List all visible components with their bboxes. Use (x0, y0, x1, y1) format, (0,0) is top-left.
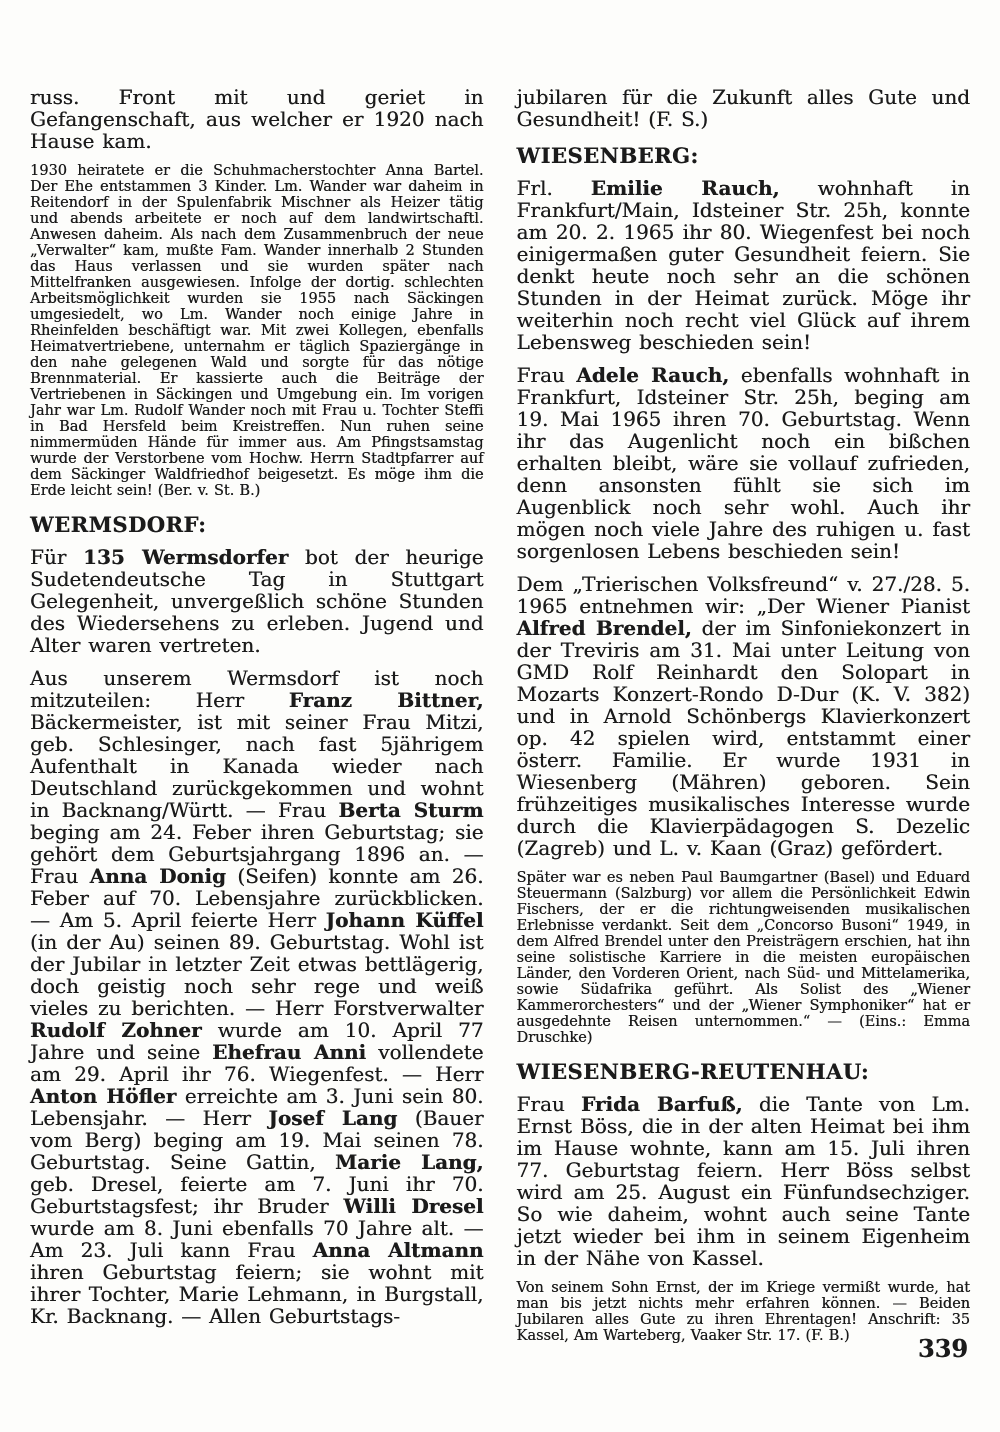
paragraph: Für 135 Wermsdorfer bot der heurige Sudetendeutsche Tag in Stuttgart Gelegenheit, unvergeßlich schöne Stunden des Wiedersehens zu erleben. Jugend und Alter waren vertreten. (30, 545, 484, 657)
section-heading: WIESENBERG: (516, 143, 699, 168)
paragraph: Frau Adele Rauch, ebenfalls wohnhaft in Frankfurt, Idsteiner Str. 25h, beging am 19. Mai 1965 ihren 70. Geburtstag. Wenn ihr das Augenlicht noch ein bißchen erhalten bleibt, wäre sie vollauf zufrieden, denn ansonsten fühlt sie sich im Augenblick noch sehr wohl. Auch ihr mögen noch viele Jahre des ruhigen u. fast sorgenlosen Lebens beschieden sein! (516, 363, 970, 563)
paragraph: russ. Front mit und geriet in Gefangenschaft, aus welcher er 1920 nach Hause kam. (30, 85, 484, 153)
paragraph: jubilaren für die Zukunft alles Gute und Gesundheit! (F. S.) (516, 85, 970, 131)
paragraph: Später war es neben Paul Baumgartner (Basel) und Eduard Steuermann (Salzburg) vor allem die Persönlichkeit Edwin Fischers, der er die richtungweisenden musikalischen Erlebnisse verdankt. Seit dem „Concorso Busoni“ 1949, in dem Alfred Brendel unter den Preisträgern erschien, hat ihn seine solistische Karriere in die meisten europäischen Länder, den Vorderen Orient, nach Süd- und Mittelamerika, sowie Südafrika geführt. Als Solist des „Wiener Kammerorchesters“ und der „Wiener Symphoniker“ hat er ausgedehnte Reisen unternommen.“ — (Eins.: Emma Druschke) (516, 870, 970, 1046)
paragraph: Von seinem Sohn Ernst, der im Kriege vermißt wurde, hat man bis jetzt nichts mehr erfahren können. — Beiden Jubilaren alles Gute zu ihren Ehrentagen! Anschrift: 35 Kassel, Am Warteberg, Vaaker Str. 17. (F. B.) (516, 1280, 970, 1344)
text-columns (30, 86, 970, 1355)
paragraph: 1930 heiratete er die Schuhmacherstochter Anna Bartel. Der Ehe entstammen 3 Kinder. Lm. Wander war daheim in Reitendorf in der Spulenfabrik Mischner als Heizer tätig und abends arbeitete er noch auf dem landwirtschaftl. Anwesen daheim. Als nach dem Zusammenbruch der neue „Verwalter“ kam, mußte Fam. Wander innerhalb 2 Stunden das Haus verlassen und sie wurden später nach Mittelfranken ausgewiesen. Infolge der dortig. schlechten Arbeitsmöglichkeit wurden sie 1955 nach Säckingen umgesiedelt, wo Lm. Wander noch einige Jahre in Rheinfelden beschäftigt war. Mit zwei Kollegen, ebenfalls Heimatvertriebene, unternahm er täglich Spaziergänge in den nahe gelegenen Wald und sorgte für das nötige Brennmaterial. Er kassierte auch die Beiträge der Vertriebenen in Säckingen und Umgebung ein. Im vorigen Jahr war Lm. Rudolf Wander noch mit Frau u. Tochter Steffi in Bad Hersfeld beim Kreistreffen. Nun ruhen seine nimmermüden Hände für immer aus. Am Pfingstsamstag wurde der Verstorbene vom Hochw. Herrn Stadtpfarrer auf dem Säckinger Waldfriedhof beigesetzt. Es möge ihm die Erde leicht sein! (Ber. v. St. B.) (30, 163, 484, 499)
section-heading: WIESENBERG-REUTENHAU: (516, 1059, 870, 1084)
paragraph: Dem „Trierischen Volksfreund“ v. 27./28. 5. 1965 entnehmen wir: „Der Wiener Pianist Alfred Brendel, der im Sinfoniekonzert in der Treviris am 31. Mai unter Leitung von GMD Rolf Reinhardt den Solopart in Mozarts Konzert-Rondo D-Dur (K. V. 382) und in Arnold Schönbergs Klavierkonzert op. 42 spielen wird, entstammt einer österr. Familie. Er wurde 1931 in Wiesenberg (Mähren) geboren. Sein frühzeitiges musikalisches Interesse wurde durch die Klavierpädagogen S. Dezelic (Zagreb) und L. v. Kaan (Graz) gefördert. (516, 572, 970, 860)
paragraph: Aus unserem Wermsdorf ist noch mitzuteilen: Herr Franz Bittner, Bäckermeister, ist mit seiner Frau Mitzi, geb. Schlesinger, nach fast 5jährigem Aufenthalt in Kanada wieder nach Deutschland zurückgekommen und wohnt in Backnang/Württ. — Frau Berta Sturm beging am 24. Feber ihren Geburtstag; sie gehört dem Geburtsjahrgang 1896 an. — Frau Anna Donig (Seifen) konnte am 26. Feber auf 70. Lebensjahre zurückblicken. — Am 5. April feierte Herr Johann Küffel (in der Au) seinen 89. Geburtstag. Wohl ist der Jubilar in letzter Zeit etwas bettlägerig, doch geistig noch sehr rege und weiß vieles zu berichten. — Herr Forstverwalter Rudolf Zohner wurde am 10. April 77 Jahre und seine Ehefrau Anni vollendete am 29. April ihr 76. Wiegenfest. — Herr Anton Höfler erreichte am 3. Juni sein 80. Lebensjahr. — Herr Josef Lang (Bauer vom Berg) beging am 19. Mai seinen 78. Geburtstag. Seine Gattin, Marie Lang, geb. Dresel, feierte am 7. Juni ihr 70. Geburtstagsfest; ihr Bruder Willi Dresel wurde am 8. Juni ebenfalls 70 Jahre alt. — Am 23. Juli kann Frau Anna Altmann ihren Geburtstag feiern; sie wohnt mit ihrer Tochter, Marie Lehmann, in Burgstall, Kr. Backnang. — Allen Geburtstags- (30, 666, 484, 1328)
left-column (30, 86, 484, 1355)
section-heading: WERMSDORF: (30, 512, 207, 537)
paragraph: Frau Frida Barfuß, die Tante von Lm. Ernst Böss, die in der alten Heimat bei ihm im Hause wohnte, kann am 15. Juli ihren 77. Geburtstag feiern. Herr Böss selbst wird am 25. August ein Fünfundsechziger. So wie daheim, wohnt auch seine Tante jetzt wieder bei ihm in seinem Eigenheim in der Nähe von Kassel. (516, 1092, 970, 1270)
page-number: 339 (917, 1334, 968, 1363)
paragraph: Frl. Emilie Rauch, wohnhaft in Frankfurt/Main, Idsteiner Str. 25h, konnte am 20. 2. 1965 ihr 80. Wiegenfest bei noch einigermaßen guter Gesundheit feiern. Sie denkt heute noch sehr an die schönen Stunden in der Heimat zurück. Möge ihr weiterhin noch recht viel Glück auf ihrem Lebensweg beschieden sein! (516, 176, 970, 354)
right-column (517, 86, 971, 1355)
